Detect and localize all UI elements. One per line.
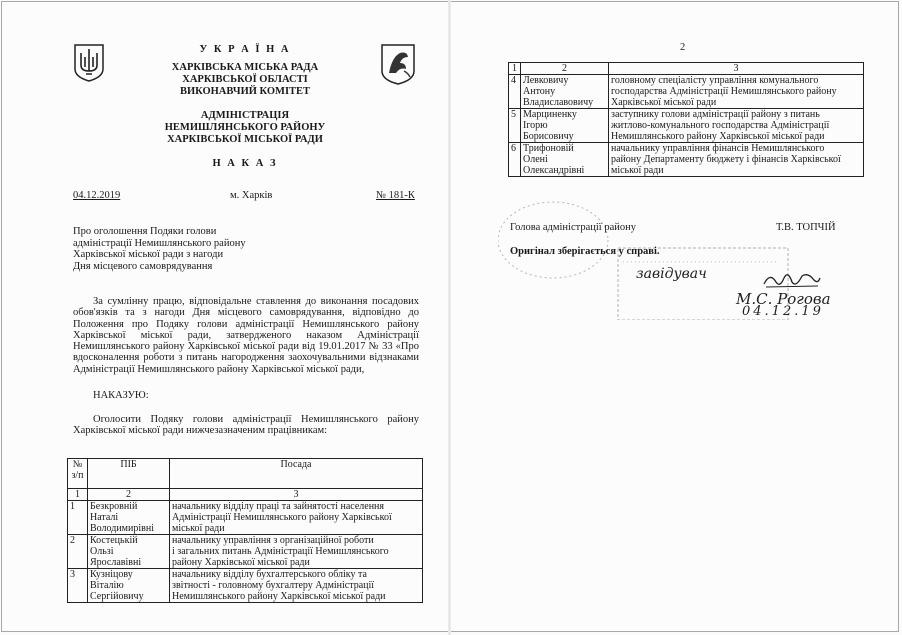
row-number: 1 <box>68 501 88 535</box>
awardees-table-page2 <box>508 62 864 177</box>
signature-name: Т.В. ТОПЧІЙ <box>776 222 836 233</box>
council-heading <box>140 62 350 98</box>
order-subject <box>73 226 333 272</box>
col-number: 3 <box>609 63 864 75</box>
admin-line: НЕМИШЛЯНСЬКОГО РАЙОНУ <box>164 122 326 133</box>
table-row <box>509 75 864 109</box>
page-divider <box>448 0 451 635</box>
row-position: начальнику управління з організаційної роботи і загальних питань Адміністрації Немишлянського району Харківської міської ради <box>170 535 423 569</box>
council-line: ХАРКІВСЬКА МІСЬКА РАДА <box>171 62 319 73</box>
row-name: Костецькій Ользі Ярославівні <box>88 535 170 569</box>
subject-line: Про оголошення Подяки голови <box>73 226 217 237</box>
col-number: 3 <box>170 489 423 501</box>
subject-line: Дня місцевого самоврядування <box>73 260 213 272</box>
row-number: 6 <box>509 143 521 177</box>
administration-heading <box>140 110 350 146</box>
table-header-name: ПІБ <box>88 459 170 489</box>
handwritten-position: завідувач <box>636 266 707 282</box>
archive-note: Оригінал зберігається у справі. <box>510 246 660 257</box>
doc-type-heading: Н А К А З <box>212 158 278 169</box>
row-number: 3 <box>68 569 88 603</box>
row-position: начальнику відділу праці та зайнятості населення Адміністрації Немишлянського району Харківської міської ради <box>170 501 423 535</box>
order-number: № 181-К <box>376 190 415 201</box>
row-number: 4 <box>509 75 521 109</box>
handwritten-initials: М.С. Рогова <box>736 290 831 308</box>
order-word: НАКАЗУЮ: <box>93 390 149 401</box>
subject-line: адміністрації Немишлянського району <box>73 237 246 249</box>
subject-line: Харківської міської ради з нагоди <box>73 249 224 260</box>
row-name: Безкровній Наталі Володимирівні <box>88 501 170 535</box>
table-header-number: № з/п <box>68 459 88 489</box>
row-position: начальнику відділу бухгалтерського обліку та звітності - головному бухгалтеру Адміністрації Немишлянського району Харківської міської ради <box>170 569 423 603</box>
country-heading: У К Р А Ї Н А <box>199 44 291 55</box>
council-line: ХАРКІВСЬКОЇ ОБЛАСТІ <box>182 74 308 85</box>
trident-coat-of-arms-icon <box>73 43 105 83</box>
council-line: ВИКОНАВЧИЙ КОМІТЕТ <box>179 86 311 97</box>
page-number: 2 <box>680 42 686 53</box>
table-row <box>509 143 864 177</box>
signature-title: Голова адміністрації району <box>510 222 636 233</box>
row-position: головному спеціалісту управління комунального господарства Адміністрації Немишлянського району Харківської міської ради <box>609 75 864 109</box>
col-number: 1 <box>68 489 88 501</box>
table-header-position: Посада <box>170 459 423 489</box>
directive-paragraph: Оголосити Подяку голови адміністрації Немишлянського району Харківської міської ради нижчезазначеним працівникам: <box>73 414 419 437</box>
order-city: м. Харків <box>230 190 273 201</box>
admin-line: ХАРКІВСЬКОЇ МІСЬКОЇ РАДИ <box>167 134 323 145</box>
row-position: начальнику управління фінансів Немишлянського району Департаменту бюджету і фінансів Харківської міської ради <box>609 143 864 177</box>
table-row <box>68 501 423 535</box>
row-name: Левковичу Антону Владиславовичу <box>521 75 609 109</box>
row-name: Марциненку Ігорю Борисовичу <box>521 109 609 143</box>
col-number: 2 <box>521 63 609 75</box>
admin-line: АДМІНІСТРАЦІЯ <box>200 110 290 121</box>
row-number: 2 <box>68 535 88 569</box>
row-name: Кузніцову Віталію Сергійовичу <box>88 569 170 603</box>
col-number: 1 <box>509 63 521 75</box>
row-position: заступнику голови адміністрації району з питань житлово-комунального господарства Адміністрації Немишлянського району Харківської міської ради <box>609 109 864 143</box>
preamble-paragraph: За сумлінну працю, відповідальне ставлення до виконання посадових обов'язків та з нагоди Дня місцевого самоврядування, відповідно до Положення про Подяку голови адміністрації Немишлянського району Харківської міської ради, затвердженого наказом Адміністрації Немишлянського району Харківської міської ради від 19.01.2017 № 33 «Про вдосконалення роботи з питань нагородження заохочувальними відзнаками Адміністрації Немишлянського району Харківської міської ради, <box>73 296 419 375</box>
awardees-table-page1 <box>67 458 423 603</box>
kharkiv-emblem-icon <box>380 43 416 85</box>
table-row <box>68 535 423 569</box>
row-number: 5 <box>509 109 521 143</box>
col-number: 2 <box>88 489 170 501</box>
order-date: 04.12.2019 <box>73 190 121 201</box>
handwritten-date: 04.12.19 <box>742 304 824 319</box>
table-row <box>509 109 864 143</box>
table-row <box>68 569 423 603</box>
row-name: Трифоновій Олені Олександрівні <box>521 143 609 177</box>
